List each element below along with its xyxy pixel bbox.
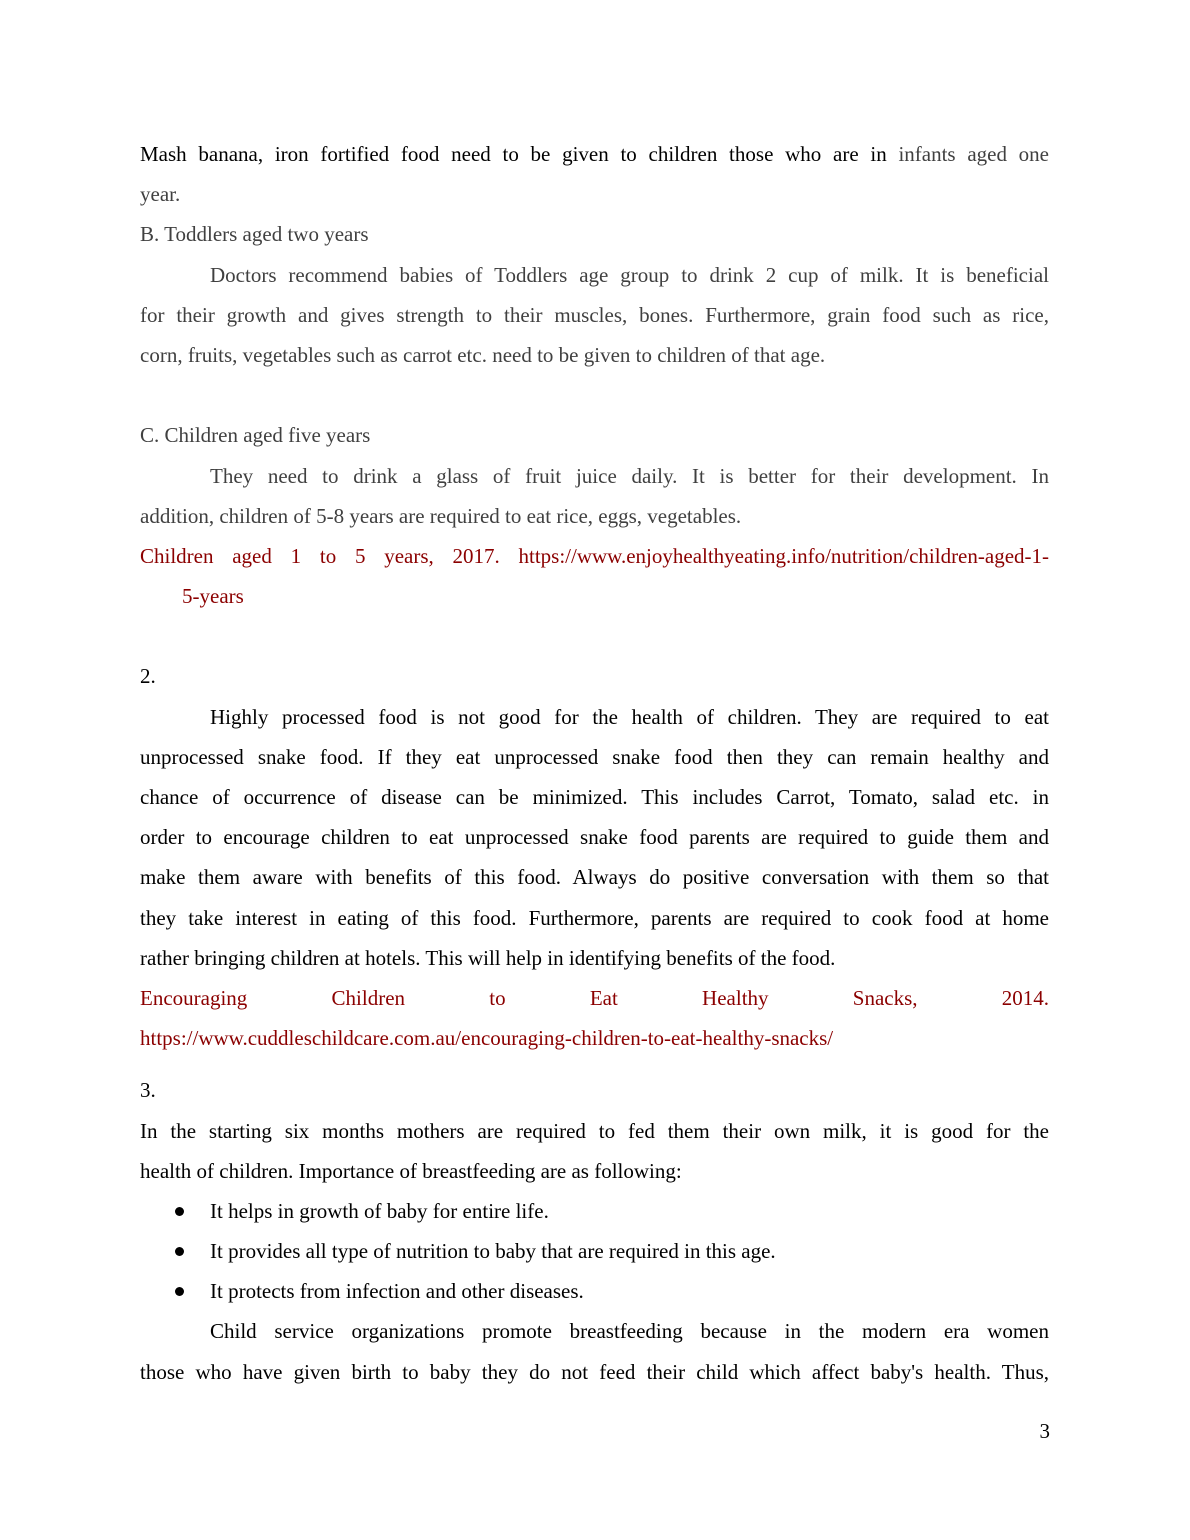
section-3-closing-line: Child service organizations promote breastfeeding because in the modern era women (210, 1319, 1049, 1344)
bullet-icon (175, 1247, 184, 1256)
section-2-line: unprocessed snake food. If they eat unprocessed snake food then they can remain healthy and (140, 744, 1049, 769)
intro-line-1 (140, 134, 1049, 174)
intro-text-black: Mash banana, iron fortified food need to be given to children those who are in (140, 142, 887, 166)
blank-line (140, 616, 1049, 656)
section-c-reference: Children aged 1 to 5 years, 2017. https://www.enjoyhealthyeating.info/nutrition/children-aged-1- (140, 543, 1049, 568)
section-c-line: They need to drink a glass of fruit juice daily. It is better for their development. In (210, 463, 1049, 488)
bullet-text: It helps in growth of baby for entire life. (210, 1198, 549, 1223)
bullet-icon (175, 1287, 184, 1296)
section-3-number: 3. (140, 1078, 156, 1103)
section-c-heading: C. Children aged five years (140, 423, 371, 448)
section-b-line: Doctors recommend babies of Toddlers age group to drink 2 cup of milk. It is beneficial (210, 262, 1049, 287)
bullet-icon (175, 1207, 184, 1216)
bullet-text: It protects from infection and other diseases. (210, 1279, 584, 1304)
document-page (140, 134, 1049, 1392)
section-2-reference: Encouraging Children to Eat Healthy Snacks, 2014. (140, 985, 1049, 1010)
section-2-line: rather bringing children at hotels. This will help in identifying benefits of the food. (140, 945, 836, 970)
intro-text-gray: infants aged one (898, 142, 1050, 166)
section-2-number: 2. (140, 664, 156, 689)
section-b-line: corn, fruits, vegetables such as carrot etc. need to be given to children of that age. (140, 342, 826, 367)
bullet-text: It provides all type of nutrition to baby that are required in this age. (210, 1239, 776, 1264)
intro-line-2: year. (140, 182, 181, 207)
bullet-item (140, 1271, 1049, 1311)
section-2-reference-url: https://www.cuddleschildcare.com.au/encouraging-children-to-eat-healthy-snacks/ (140, 1026, 834, 1051)
section-3-closing-line: those who have given birth to baby they do not feed their child which affect baby's health. Thus, (140, 1359, 1049, 1384)
section-c-reference-cont: 5-years (182, 584, 244, 609)
section-2-line: Highly processed food is not good for the health of children. They are required to eat (210, 704, 1049, 729)
section-3-line: health of children. Importance of breastfeeding are as following: (140, 1158, 682, 1183)
section-2-line: they take interest in eating of this food. Furthermore, parents are required to cook food at home (140, 905, 1049, 930)
section-3-line: In the starting six months mothers are required to fed them their own milk, it is good for the (140, 1118, 1049, 1143)
section-c-line: addition, children of 5-8 years are required to eat rice, eggs, vegetables. (140, 503, 742, 528)
blank-line (140, 375, 1049, 415)
section-2-line: chance of occurrence of disease can be minimized. This includes Carrot, Tomato, salad etc. in (140, 785, 1049, 809)
page-number: 3 (1039, 1419, 1050, 1443)
section-2-line: make them aware with benefits of this food. Always do positive conversation with them so that (140, 865, 1049, 890)
section-b-heading: B. Toddlers aged two years (140, 222, 369, 247)
bullet-item (140, 1231, 1049, 1271)
section-2-line: order to encourage children to eat unprocessed snake food parents are required to guide them and (140, 825, 1049, 850)
section-b-line: for their growth and gives strength to their muscles, bones. Furthermore, grain food such as rice, (140, 302, 1049, 327)
bullet-item (140, 1191, 1049, 1231)
